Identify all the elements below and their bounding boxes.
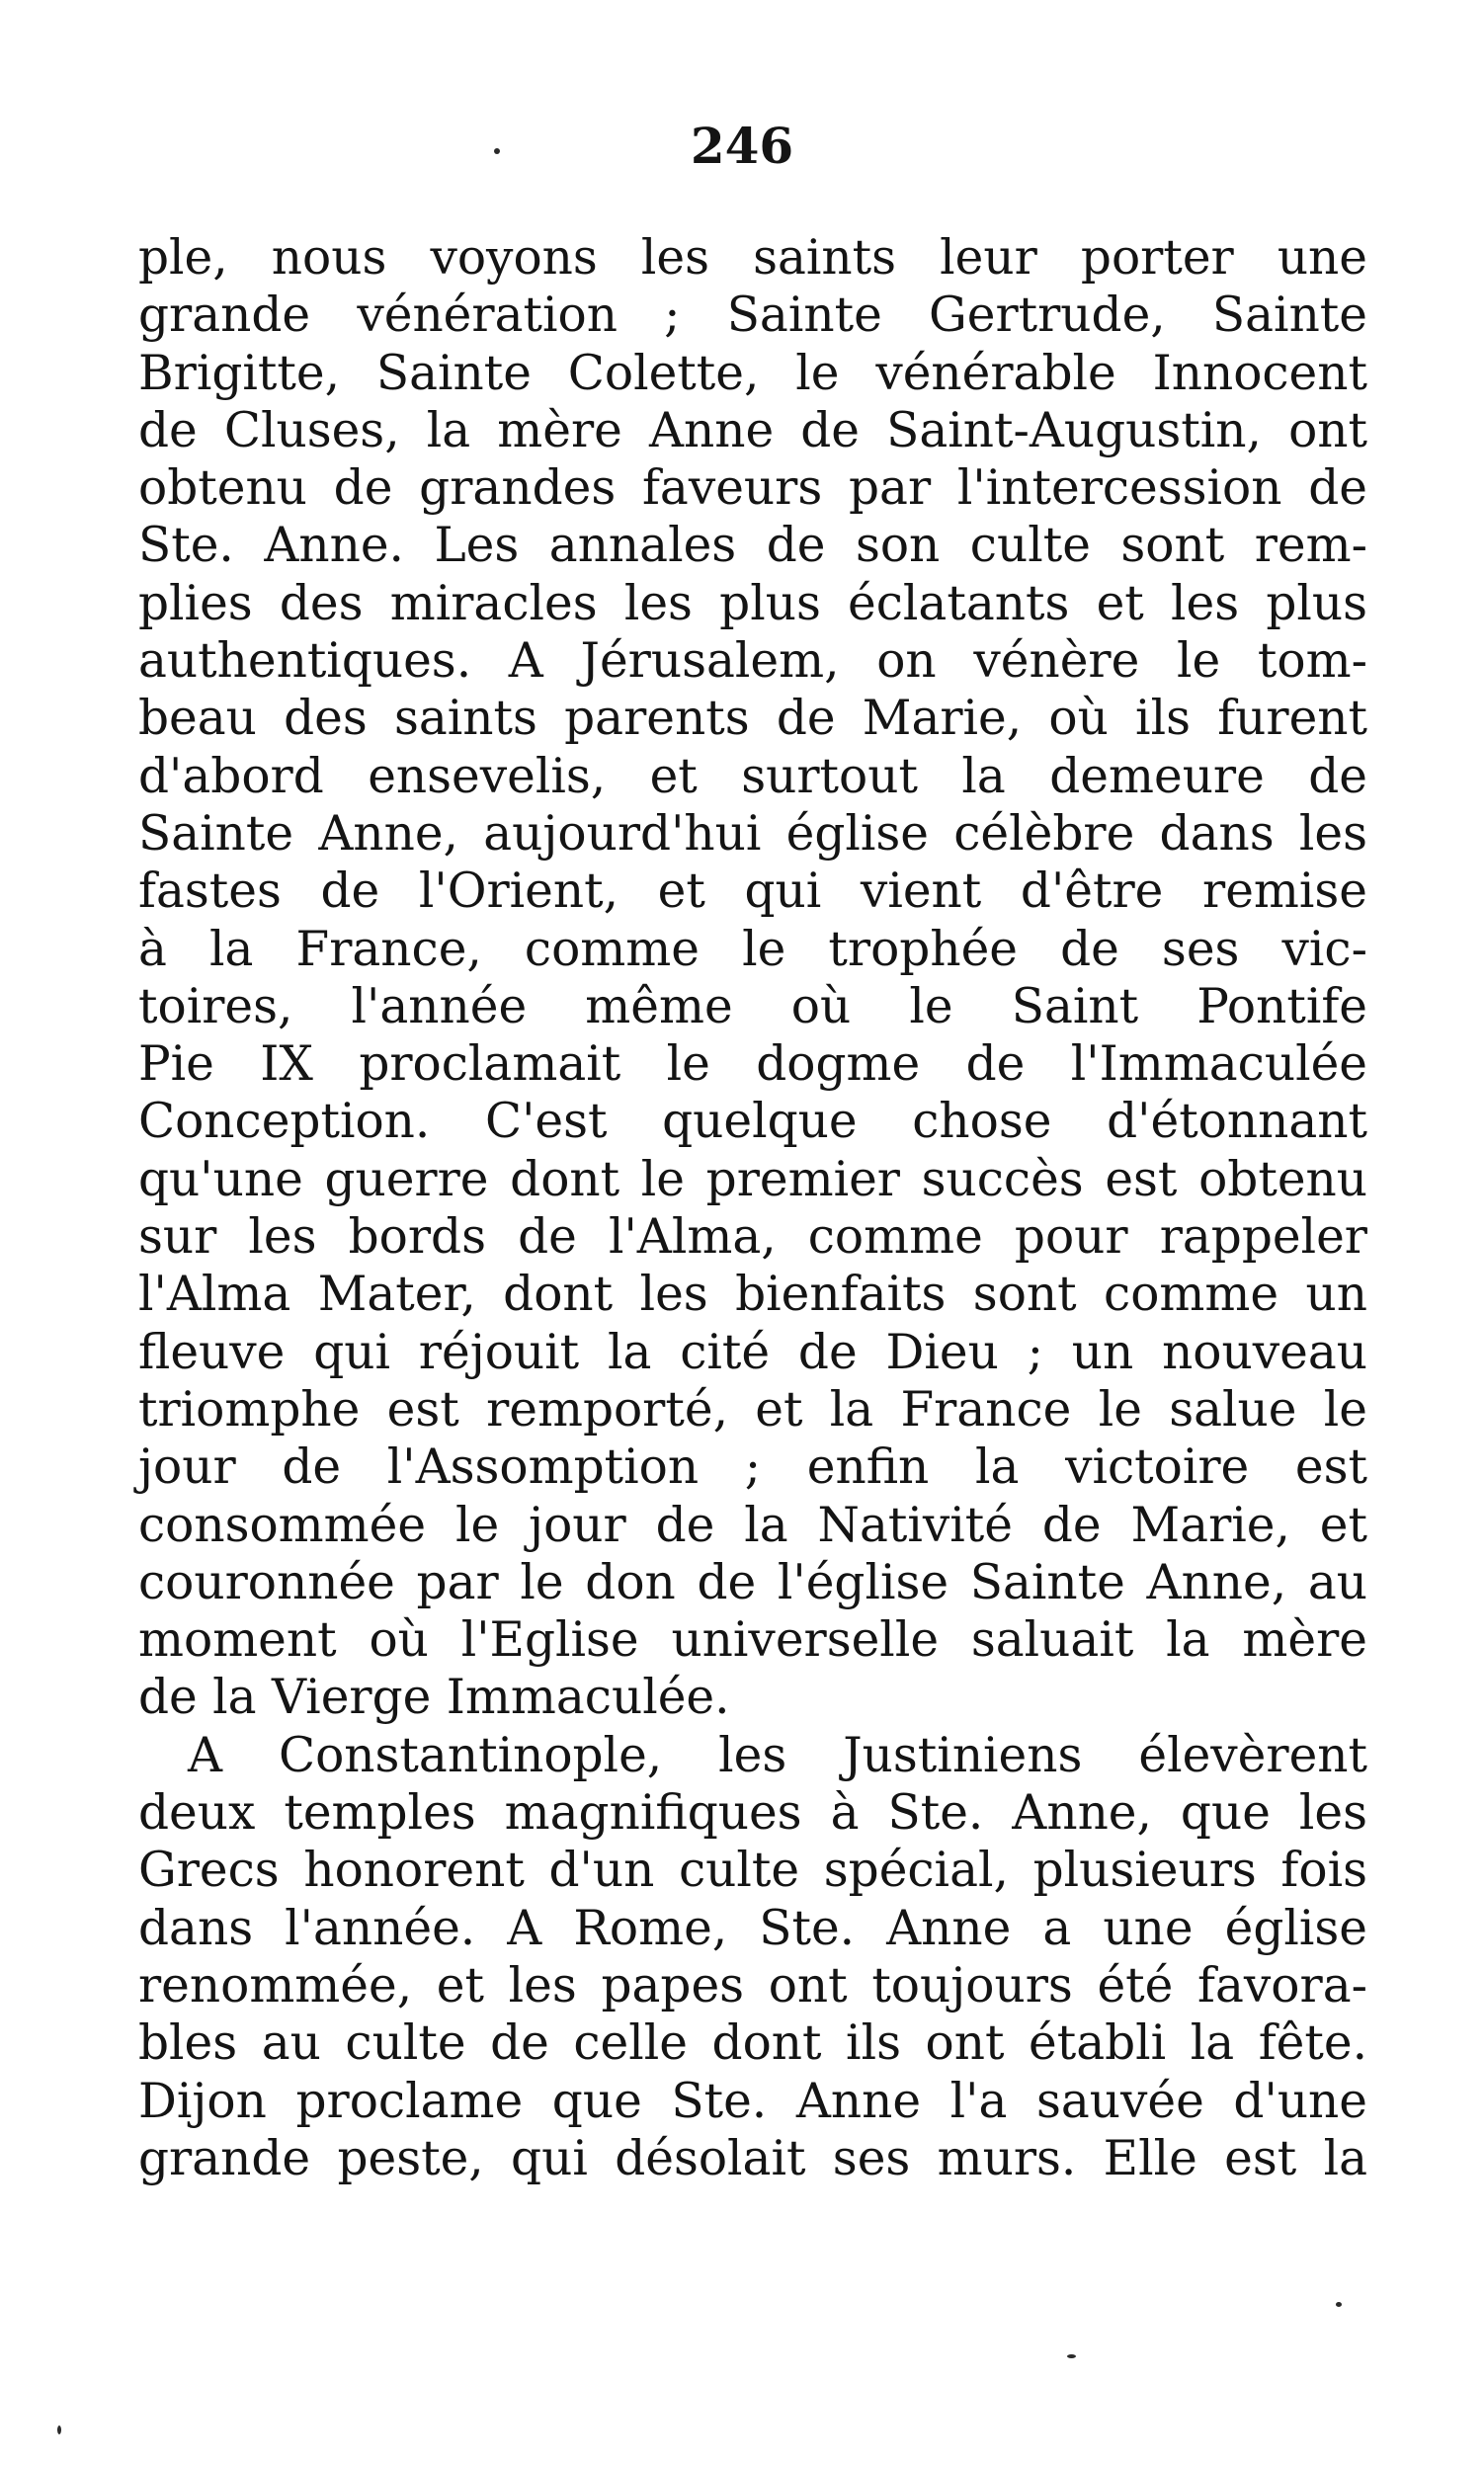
text-line: toires, l'année même où le Saint Pontife: [138, 978, 1367, 1034]
text-line: A Constantinople, les Justiniens élevèrent: [188, 1727, 1367, 1783]
text-line: triomphe est remporté, et la France le salue le: [138, 1381, 1367, 1438]
text-line: beau des saints parents de Marie, où ils furent: [138, 691, 1367, 747]
paragraph-1: [138, 229, 1367, 1727]
text-line: authentiques. A Jérusalem, on vénère le tom-: [138, 633, 1367, 690]
text-line: couronnée par le don de l'église Sainte Anne, au: [138, 1554, 1367, 1610]
text-line: dans l'année. A Rome, Ste. Anne a une église: [138, 1900, 1367, 1956]
text-line: de la Vierge Immaculée.: [138, 1670, 730, 1726]
body-text: [138, 229, 1367, 2187]
text-line: Pie IX proclamait le dogme de l'Immaculée: [138, 1036, 1367, 1093]
text-line: de Cluses, la mère Anne de Saint-Augustin, ont: [138, 402, 1367, 458]
text-line: Conception. C'est quelque chose d'étonnant: [138, 1094, 1367, 1150]
text-line: à la France, comme le trophée de ses vic-: [138, 921, 1367, 977]
text-line: consommée le jour de la Nativité de Marie, et: [138, 1497, 1367, 1553]
text-line: obtenu de grandes faveurs par l'intercession de: [138, 460, 1367, 517]
text-line: Grecs honorent d'un culte spécial, plusieurs fois: [138, 1843, 1367, 1899]
text-line: fastes de l'Orient, et qui vient d'être remise: [138, 863, 1367, 920]
text-line: jour de l'Assomption ; enfin la victoire est: [138, 1439, 1367, 1496]
text-line: qu'une guerre dont le premier succès est obtenu: [138, 1151, 1367, 1207]
paragraph-2: [138, 1727, 1367, 2187]
print-speck: [494, 148, 500, 154]
page-number: 246: [690, 117, 794, 175]
print-speck: [57, 2425, 61, 2434]
text-line: ple, nous voyons les saints leur porter une: [138, 230, 1367, 286]
print-speck: [1067, 2354, 1076, 2358]
text-line: Sainte Anne, aujourd'hui église célèbre dans les: [138, 805, 1367, 862]
text-line: bles au culte de celle dont ils ont établi la fête.: [138, 2015, 1367, 2072]
text-line: Dijon proclame que Ste. Anne l'a sauvée d'une: [138, 2073, 1367, 2129]
text-line: l'Alma Mater, dont les bienfaits sont comme un: [138, 1267, 1367, 1323]
print-speck: [1336, 2302, 1342, 2307]
text-line: Ste. Anne. Les annales de son culte sont rem-: [138, 518, 1367, 574]
text-line: grande peste, qui désolait ses murs. Elle est la: [138, 2130, 1367, 2186]
text-line: fleuve qui réjouit la cité de Dieu ; un nouveau: [138, 1324, 1367, 1380]
text-line: renommée, et les papes ont toujours été favora-: [138, 1957, 1367, 2013]
text-line: deux temples magnifiques à Ste. Anne, que les: [138, 1785, 1367, 1842]
text-line: d'abord ensevelis, et surtout la demeure de: [138, 748, 1367, 804]
text-line: plies des miracles les plus éclatants et les plus: [138, 575, 1367, 631]
text-line: grande vénération ; Sainte Gertrude, Sainte: [138, 288, 1367, 344]
text-line: Brigitte, Sainte Colette, le vénérable Innocent: [138, 345, 1367, 401]
text-line: moment où l'Eglise universelle saluait la mère: [138, 1612, 1367, 1669]
text-line: sur les bords de l'Alma, comme pour rappeler: [138, 1209, 1367, 1266]
